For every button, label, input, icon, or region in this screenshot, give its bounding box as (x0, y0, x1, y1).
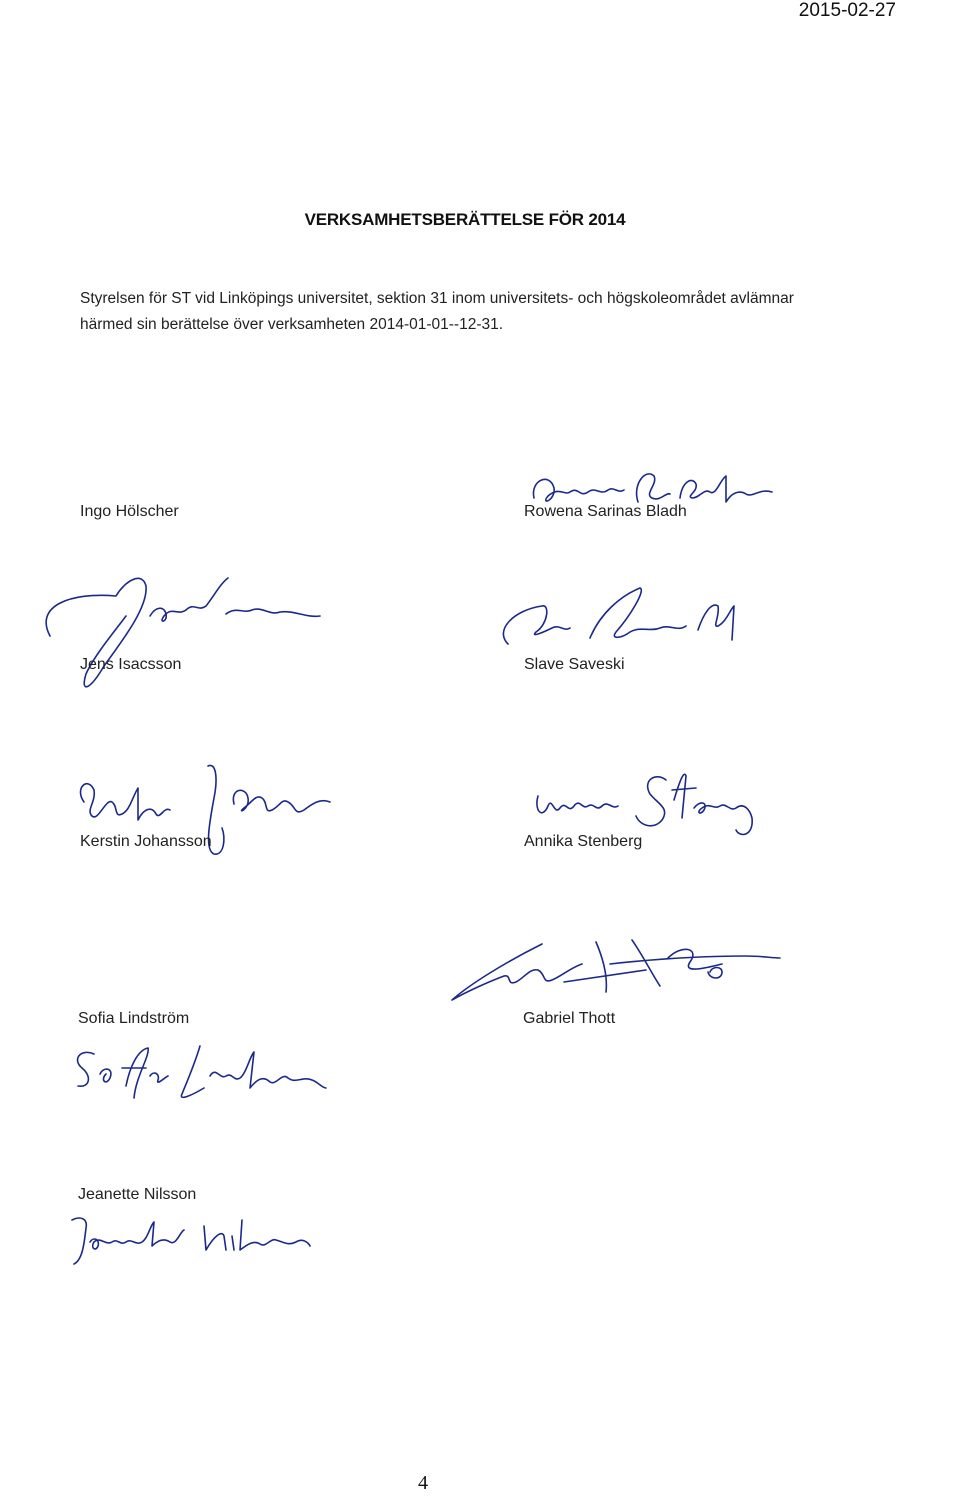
signatory-name-rowena: Rowena Sarinas Bladh (524, 503, 687, 520)
signatory-name-sofia: Sofia Lindström (78, 1010, 190, 1027)
signatory-name-annika: Annika Stenberg (524, 833, 643, 850)
header-date: 2015-02-27 (798, 0, 896, 21)
signatory-name-jens: Jens Isacsson (80, 656, 182, 673)
signatory-name-kerstin: Kerstin Johansson (80, 833, 212, 850)
signature-gabriel (446, 934, 786, 1014)
signature-kerstin (58, 758, 348, 868)
signature-rowena (520, 458, 780, 538)
signature-sofia (64, 1036, 334, 1106)
signature-jeanette (64, 1206, 314, 1270)
signatory-name-slave: Slave Saveski (524, 656, 625, 673)
intro-paragraph: Styrelsen för ST vid Linköpings universitet, sektion 31 inom universitets- och högskoleområdet avlämnar härmed sin berättelse över verksamheten 2014-01-01--12-31. (80, 290, 794, 333)
signatory-name-gabriel: Gabriel Thott (523, 1010, 616, 1027)
signature-slave (490, 580, 750, 660)
signatory-name-ingo: Ingo Hölscher (80, 503, 179, 520)
page-number: 4 (418, 1472, 428, 1494)
document-title: VERKSAMHETSBERÄTTELSE FÖR 2014 (304, 210, 626, 229)
signature-jens (30, 566, 330, 706)
signatory-name-jeanette: Jeanette Nilsson (78, 1186, 197, 1203)
